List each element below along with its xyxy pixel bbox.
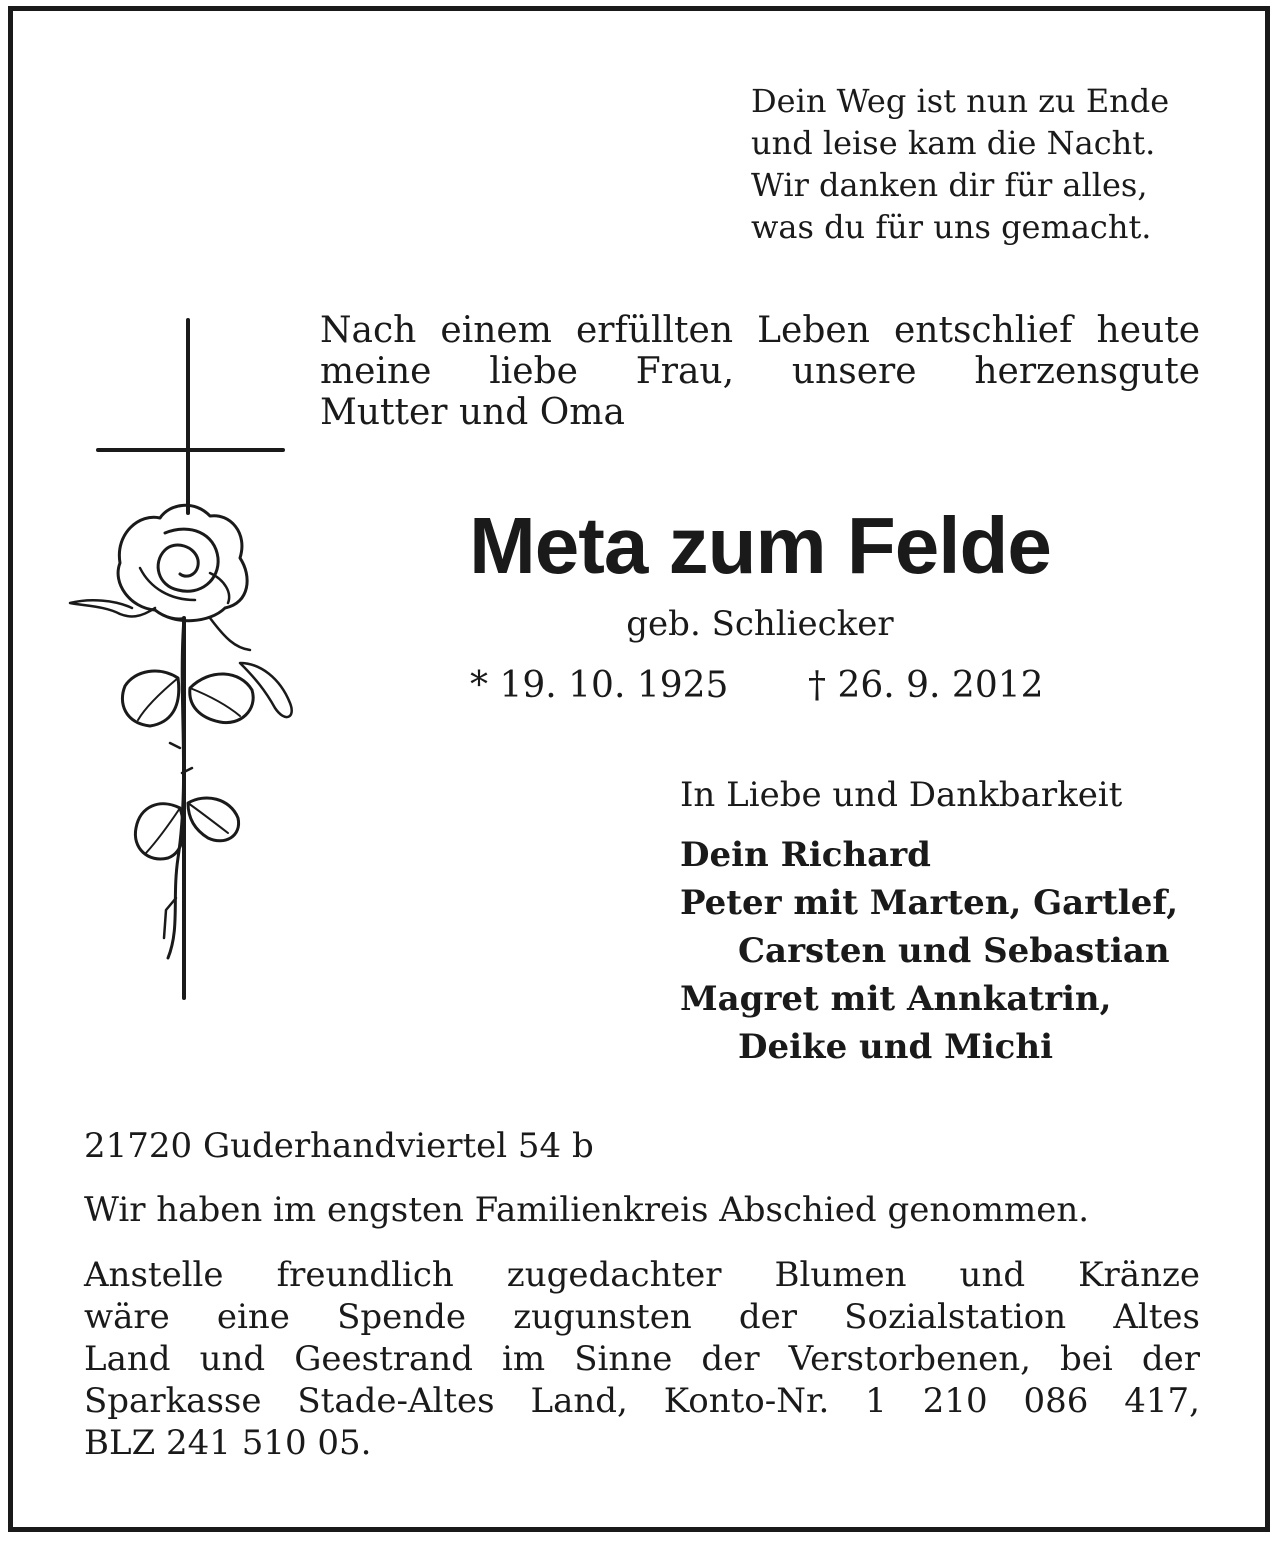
donation-note [84,1254,1200,1464]
donation-line: Land und Geestrand im Sinne der Verstorbenen, bei der [84,1339,1200,1379]
maiden-name: geb. Schliecker [626,604,894,644]
birth-date: * 19. 10. 1925 [470,665,729,706]
death-date: † 26. 9. 2012 [808,665,1044,706]
donation-line: wäre eine Spende zugunsten der Sozialstation Altes [84,1297,1200,1337]
poem-line: Wir danken dir für alles, [751,166,1148,204]
mourners-block [680,775,1220,1071]
poem-line: und leise kam die Nacht. [751,124,1156,162]
deceased-name: Meta zum Felde [469,501,1051,590]
mourner-line: Carsten und Sebastian [738,931,1170,971]
donation-line: BLZ 241 510 05. [84,1423,372,1463]
address: 21720 Guderhandviertel 54 b [84,1126,594,1166]
intro-line: meine liebe Frau, unsere herzensgute [320,351,1200,392]
poem-line: Dein Weg ist nun zu Ende [751,82,1170,120]
cross-with-rose-icon [60,318,310,1008]
intro-text [320,310,1200,433]
poem-line: was du für uns gemacht. [751,208,1152,246]
farewell-note: Wir haben im engsten Familienkreis Abschied genommen. [84,1190,1090,1230]
thanks-line: In Liebe und Dankbarkeit [680,775,1123,815]
mourner-line: Peter mit Marten, Gartlef, [680,883,1179,923]
mourner-line: Dein Richard [680,835,931,875]
donation-line: Anstelle freundlich zugedachter Blumen und Kränze [84,1255,1200,1295]
intro-line: Nach einem erfüllten Leben entschlief heute [320,310,1200,351]
mourner-line: Magret mit Annkatrin, [680,979,1112,1019]
poem [751,80,1221,248]
intro-line: Mutter und Oma [320,392,625,433]
donation-line: Sparkasse Stade-Altes Land, Konto-Nr. 1 210 086 417, [84,1381,1200,1421]
mourner-line: Deike und Michi [738,1027,1053,1067]
